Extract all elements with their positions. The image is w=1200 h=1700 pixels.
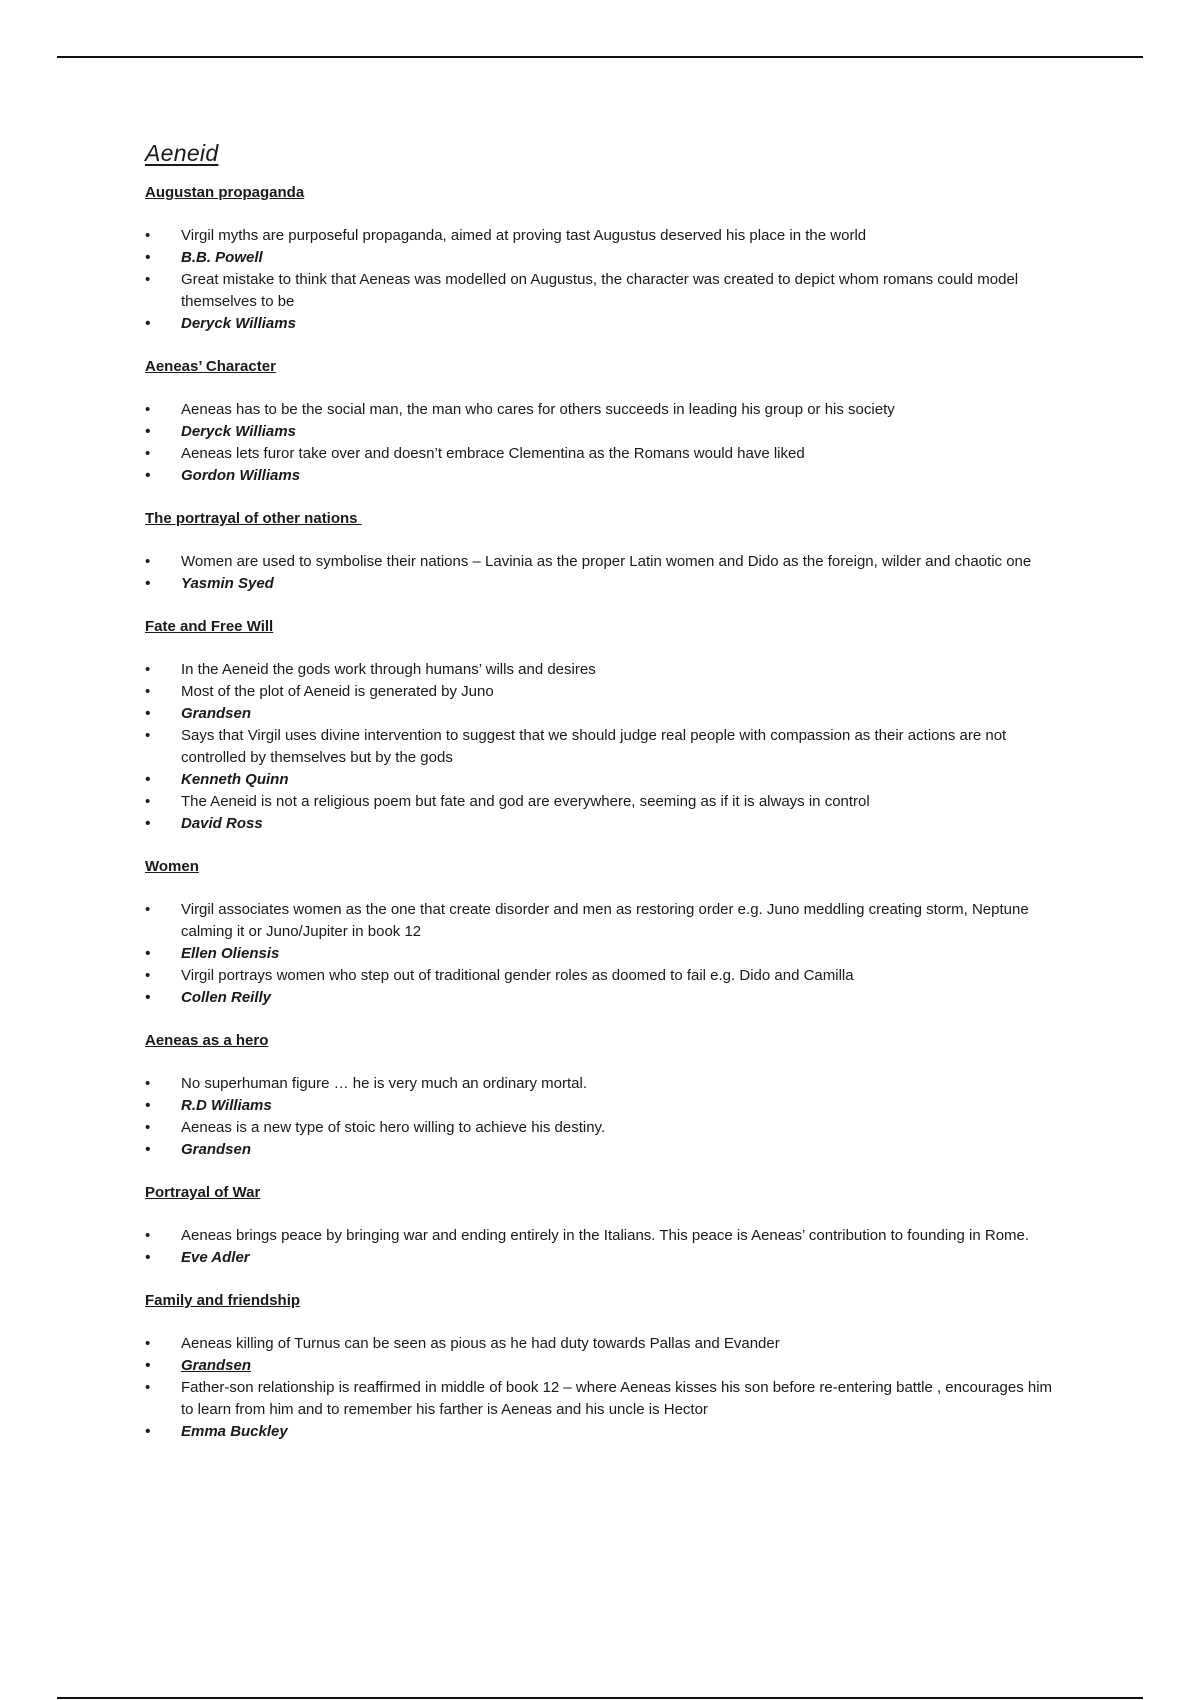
bullet-point: • Great mistake to think that Aeneas was modelled on Augustus, the character was created to depict whom romans could model themselves to be: [145, 269, 1060, 313]
section-heading: Family and friendship: [145, 1292, 301, 1309]
section: [145, 617, 1060, 835]
bullet-list: [145, 399, 1060, 487]
section: [145, 183, 1060, 335]
author-name: Grandsen: [181, 1141, 252, 1158]
bullet-point: • Aeneas has to be the social man, the man who cares for others succeeds in leading his group or his society: [145, 399, 1060, 421]
author-name: Collen Reilly: [181, 989, 272, 1006]
section-heading: Aeneas as a hero: [145, 1032, 269, 1049]
author-name: B.B. Powell: [181, 249, 263, 266]
author-citation: [145, 769, 1060, 791]
author-citation: [145, 465, 1060, 487]
footer-rule: [57, 1697, 1143, 1699]
bullet-list: [145, 225, 1060, 335]
bullet-list: [145, 1225, 1060, 1269]
bullet-point: • In the Aeneid the gods work through humans’ wills and desires: [145, 659, 1060, 681]
section: [145, 509, 1060, 595]
section: [145, 1031, 1060, 1161]
author-name: Grandsen: [181, 705, 252, 722]
header-rule: [57, 56, 1143, 58]
section-heading: Women: [145, 858, 199, 875]
author-name: Grandsen: [181, 1357, 252, 1374]
author-citation: [145, 1139, 1060, 1161]
author-citation: [145, 421, 1060, 443]
author-citation: [145, 987, 1060, 1009]
section: [145, 1183, 1060, 1269]
bullet-point: • Aeneas brings peace by bringing war and ending entirely in the Italians. This peace is Aeneas’ contribution to founding in Rome.: [145, 1225, 1060, 1247]
author-name: Gordon Williams: [181, 467, 301, 484]
bullet-point: • Aeneas killing of Turnus can be seen as pious as he had duty towards Pallas and Evander: [145, 1333, 1060, 1355]
bullet-list: [145, 899, 1060, 1009]
author-citation: [145, 247, 1060, 269]
bullet-point: • Aeneas is a new type of stoic hero willing to achieve his destiny.: [145, 1117, 1060, 1139]
bullet-point: • Virgil portrays women who step out of traditional gender roles as doomed to fail e.g. Dido and Camilla: [145, 965, 1060, 987]
author-citation: [145, 1355, 1060, 1377]
author-citation: [145, 943, 1060, 965]
author-name: Kenneth Quinn: [181, 771, 289, 788]
author-name: R.D Williams: [181, 1097, 272, 1114]
bullet-point: • The Aeneid is not a religious poem but fate and god are everywhere, seeming as if it is always in control: [145, 791, 1060, 813]
bullet-point: • Virgil myths are purposeful propaganda, aimed at proving tast Augustus deserved his place in the world: [145, 225, 1060, 247]
bullet-point: • Father-son relationship is reaffirmed in middle of book 12 – where Aeneas kisses his son before re-entering battle , encourages him to learn from him and to remember his farther is Aeneas and his uncle is Hector: [145, 1377, 1060, 1421]
author-name: David Ross: [181, 815, 263, 832]
bullet-point: • Says that Virgil uses divine intervention to suggest that we should judge real people with compassion as their actions are not controlled by themselves but by the gods: [145, 725, 1060, 769]
author-name: Yasmin Syed: [181, 575, 274, 592]
author-citation: [145, 813, 1060, 835]
bullet-list: [145, 1333, 1060, 1443]
document-title: Aeneid: [145, 140, 219, 166]
bullet-point: • Aeneas lets furor take over and doesn’t embrace Clementina as the Romans would have liked: [145, 443, 1060, 465]
section-heading: Augustan propaganda: [145, 184, 305, 201]
sections-container: [145, 183, 1060, 1443]
section: [145, 857, 1060, 1009]
section: [145, 1291, 1060, 1443]
bullet-point: • No superhuman figure … he is very much an ordinary mortal.: [145, 1073, 1060, 1095]
bullet-list: [145, 1073, 1060, 1161]
author-name: Deryck Williams: [181, 423, 296, 440]
section-heading: Aeneas’ Character: [145, 358, 276, 375]
bullet-point: • Virgil associates women as the one that create disorder and men as restoring order e.g. Juno meddling creating storm, Neptune calming it or Juno/Jupiter in book 12: [145, 899, 1060, 943]
author-name: Emma Buckley: [181, 1423, 288, 1440]
bullet-point: • Most of the plot of Aeneid is generated by Juno: [145, 681, 1060, 703]
author-citation: [145, 1095, 1060, 1117]
author-citation: [145, 1247, 1060, 1269]
author-citation: [145, 313, 1060, 335]
author-citation: [145, 573, 1060, 595]
section-heading: The portrayal of other nations: [145, 510, 362, 527]
author-name: Ellen Oliensis: [181, 945, 280, 962]
author-citation: [145, 703, 1060, 725]
section-heading: Portrayal of War: [145, 1184, 261, 1201]
section-heading: Fate and Free Will: [145, 618, 274, 635]
bullet-point: • Women are used to symbolise their nations – Lavinia as the proper Latin women and Dido as the foreign, wilder and chaotic one: [145, 551, 1060, 573]
author-citation: [145, 1421, 1060, 1443]
bullet-list: [145, 551, 1060, 595]
author-name: Eve Adler: [181, 1249, 250, 1266]
document-body: [145, 140, 1060, 1465]
section: [145, 357, 1060, 487]
author-name: Deryck Williams: [181, 315, 296, 332]
bullet-list: [145, 659, 1060, 835]
